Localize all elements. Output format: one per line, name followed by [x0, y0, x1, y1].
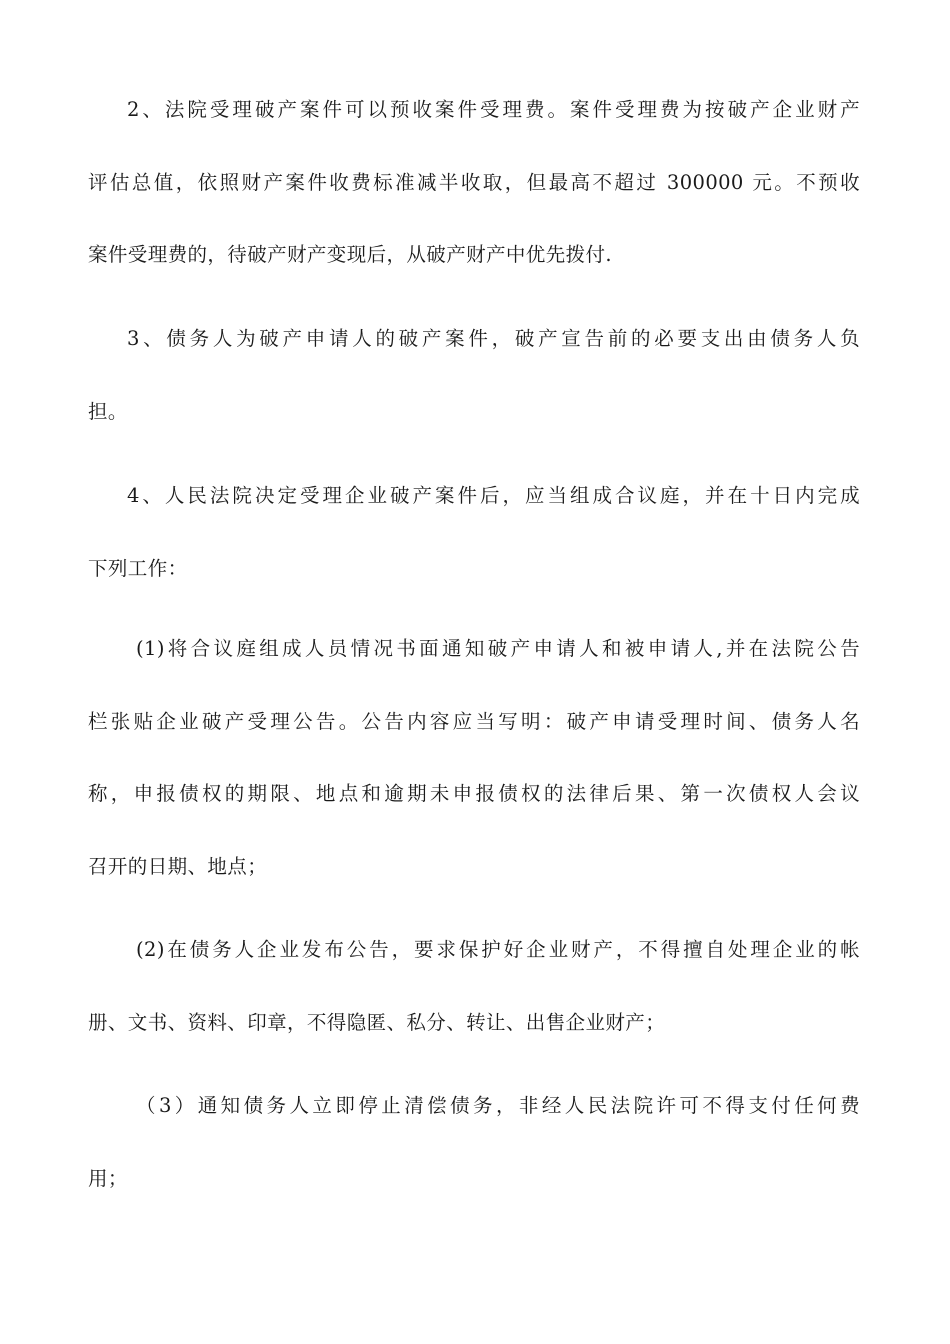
- paragraph-item-2-announcement: [88, 914, 860, 1059]
- paragraph-debtor-applicant: [88, 303, 860, 448]
- paragraph-fee-prepayment: [88, 74, 860, 292]
- text-line: (2)在债务人企业发布公告，要求保护好企业财产，不得擅自处理企业的帐: [136, 938, 860, 961]
- paragraph-item-1-notice: [88, 613, 860, 904]
- text-line: 4、人民法院决定受理企业破产案件后，应当组成合议庭，并在十日内完成: [127, 484, 860, 507]
- text-line: （3）通知债务人立即停止清偿债务，非经人民法院许可不得支付任何费: [136, 1094, 860, 1117]
- text-line: 册、文书、资料、印章，不得隐匿、私分、转让、出售企业财产；: [88, 1010, 666, 1034]
- text-line: 用；: [88, 1166, 128, 1190]
- text-line: 2、法院受理破产案件可以预收案件受理费。案件受理费为按破产企业财产: [127, 98, 860, 121]
- text-line: 评估总值，依照财产案件收费标准减半收取，但最高不超过 300000 元。不预收: [88, 170, 860, 194]
- text-line: 召开的日期、地点；: [88, 855, 268, 879]
- text-line: 案件受理费的，待破产财产变现后，从破产财产中优先拨付.: [88, 243, 612, 267]
- text-line: 3、债务人为破产申请人的破产案件，破产宣告前的必要支出由债务人负: [127, 327, 860, 350]
- text-line: 栏张贴企业破产受理公告。公告内容应当写明：破产申请受理时间、债务人名: [88, 709, 860, 733]
- text-line: 下列工作：: [88, 556, 188, 580]
- paragraph-item-3-stop-payment: [88, 1070, 860, 1215]
- text-line: 称，申报债权的期限、地点和逾期未申报债权的法律后果、第一次债权人会议: [88, 782, 860, 806]
- text-line: 担。: [88, 399, 128, 423]
- text-line: (1)将合议庭组成人员情况书面通知破产申请人和被申请人,并在法院公告: [136, 637, 860, 660]
- paragraph-court-acceptance: [88, 460, 860, 605]
